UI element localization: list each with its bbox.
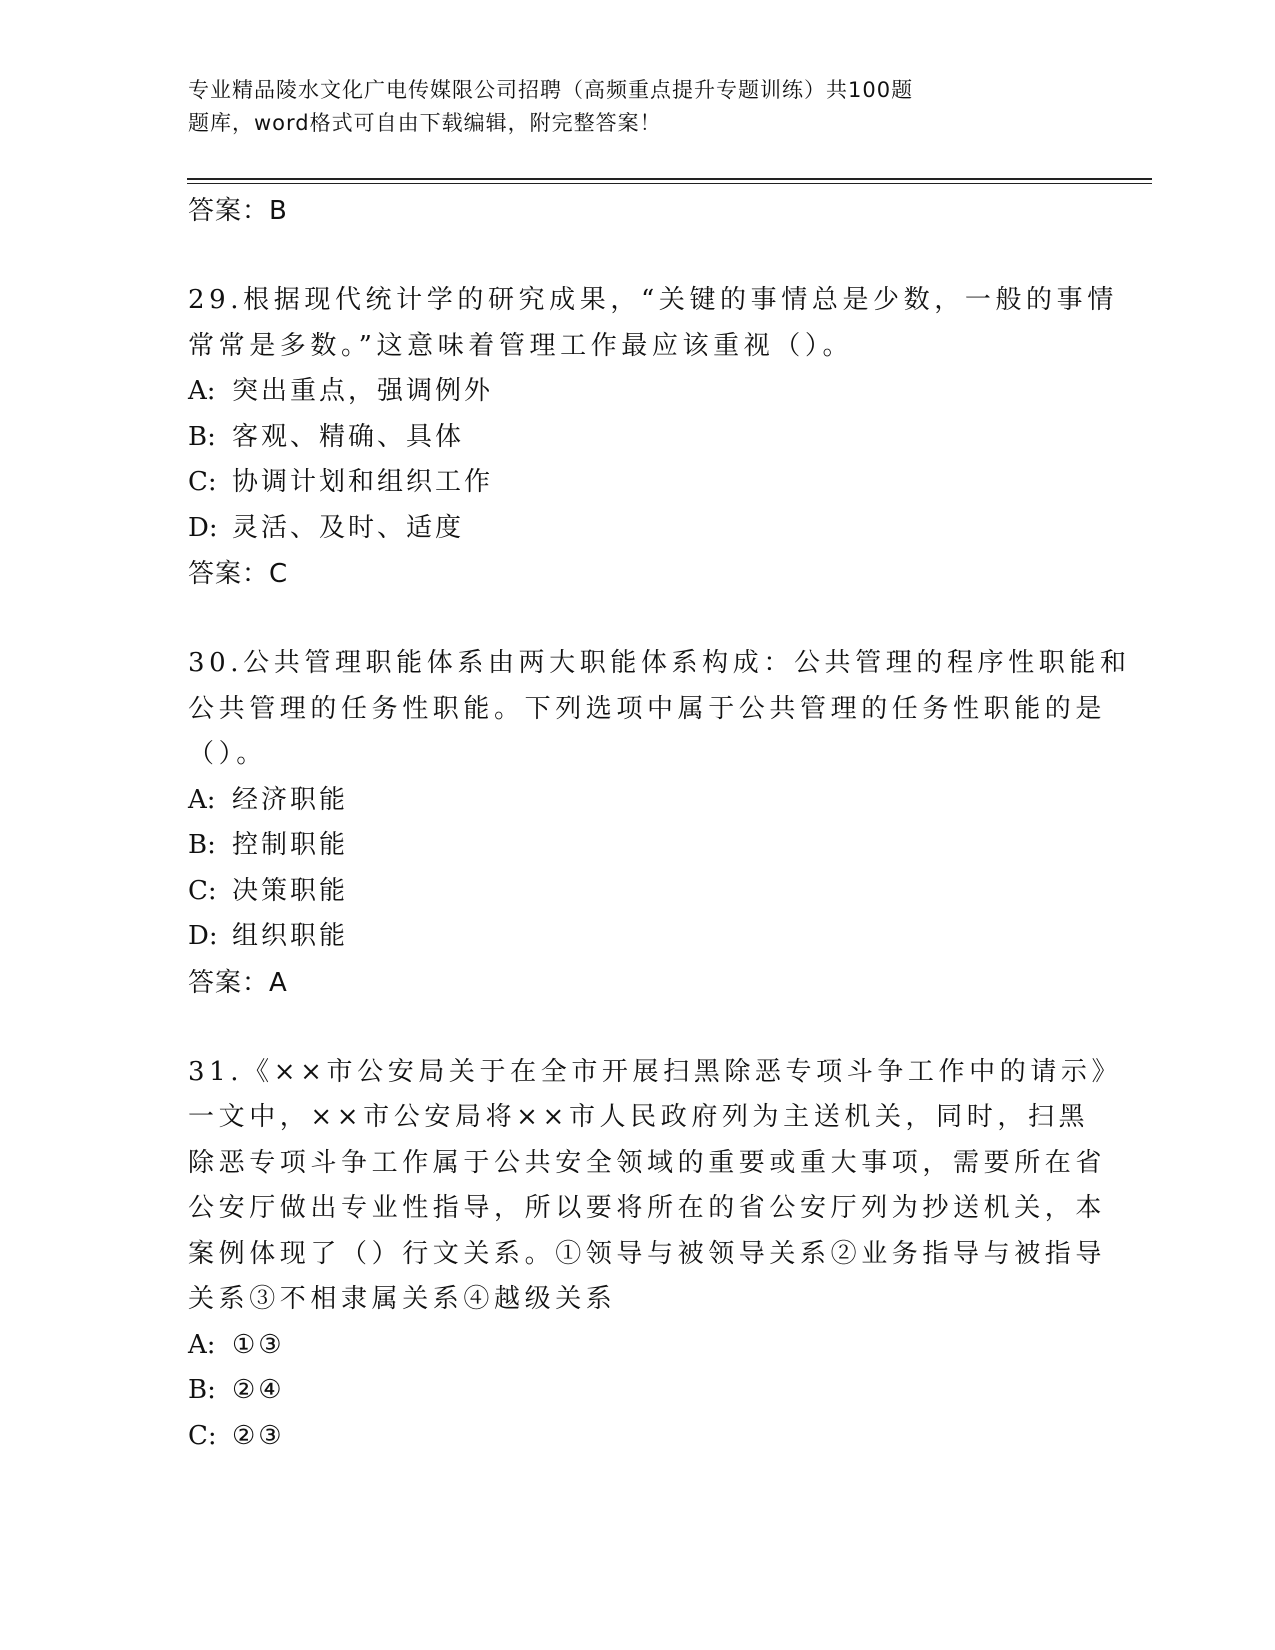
option-text: 经济职能 xyxy=(232,784,349,815)
answer-label: 答案：C xyxy=(188,559,289,589)
answer-label: 答案：B xyxy=(188,196,288,226)
option-text: 控制职能 xyxy=(232,830,349,860)
option-text: ①③ xyxy=(232,1329,285,1360)
option-key: A: xyxy=(188,1329,216,1360)
option-b xyxy=(188,823,1088,869)
header-rule-thin xyxy=(187,183,1152,184)
question-line: 公共管理的任务性职能。下列选项中属于公共管理的任务性职能的是 xyxy=(188,693,1107,724)
answer-label: 答案：A xyxy=(188,967,288,998)
question-stem xyxy=(188,278,1118,369)
option-key: B: xyxy=(188,421,216,452)
option-text: 突出重点，强调例外 xyxy=(232,376,494,406)
option-text: ②③ xyxy=(232,1420,285,1451)
question-stem xyxy=(188,1050,1123,1323)
option-key: C: xyxy=(188,1420,217,1451)
header-rule-thick xyxy=(187,178,1152,180)
question-line: 公安厅做出专业性指导，所以要将所在的省公安厅列为抄送机关，本 xyxy=(188,1193,1107,1223)
question-stem xyxy=(188,641,1131,778)
option-text: 组织职能 xyxy=(232,921,349,951)
option-a xyxy=(188,369,1088,415)
option-key: A: xyxy=(188,376,216,406)
option-c xyxy=(188,460,1088,506)
page-content xyxy=(188,188,1131,1459)
header-line-1: 专业精品陵水文化广电传媒限公司招聘（高频重点提升专题训练）共100题 xyxy=(188,78,914,102)
option-key: A: xyxy=(188,784,216,815)
question-31 xyxy=(188,1050,1123,1460)
option-b xyxy=(188,1368,1088,1414)
option-d xyxy=(188,506,1088,552)
option-list xyxy=(188,1323,1088,1460)
question-30 xyxy=(188,641,1131,1006)
option-key: B: xyxy=(188,1375,216,1405)
header-line-2: 题库，word格式可自由下载编辑，附完整答案！ xyxy=(188,111,662,135)
option-c xyxy=(188,1414,1088,1460)
option-text: 客观、精确、具体 xyxy=(232,421,465,452)
option-a xyxy=(188,1323,1088,1369)
option-d xyxy=(188,914,1088,960)
option-key: D: xyxy=(188,512,218,543)
option-text: 决策职能 xyxy=(232,875,349,906)
question-line: 除恶专项斗争工作属于公共安全领域的重要或重大事项，需要所在省 xyxy=(188,1147,1107,1178)
option-key: B: xyxy=(188,830,216,860)
question-line: 案例体现了（）行文关系。①领导与被领导关系②业务指导与被指导 xyxy=(188,1238,1107,1269)
question-line: 一文中，××市公安局将××市人民政府列为主送机关，同时，扫黑 xyxy=(188,1102,1090,1132)
option-list xyxy=(188,369,1088,551)
question-29 xyxy=(188,278,1118,597)
document-header xyxy=(188,74,1048,140)
question-line: 常常是多数。”这意味着管理工作最应该重视（）。 xyxy=(188,330,854,361)
option-text: 灵活、及时、适度 xyxy=(232,512,465,543)
option-c xyxy=(188,869,1088,915)
option-list xyxy=(188,778,1088,960)
option-text: ②④ xyxy=(232,1375,285,1405)
question-line: 31.《××市公安局关于在全市开展扫黑除恶专项斗争工作中的请示》 xyxy=(188,1056,1123,1087)
question-line: 29.根据现代统计学的研究成果，“关键的事情总是少数，一般的事情 xyxy=(188,285,1118,315)
question-line: 30.公共管理职能体系由两大职能体系构成：公共管理的程序性职能和 xyxy=(188,648,1131,678)
question-line: （）。 xyxy=(188,739,267,769)
option-key: C: xyxy=(188,467,217,497)
option-text: 协调计划和组织工作 xyxy=(232,467,494,497)
option-key: D: xyxy=(188,921,218,951)
option-a xyxy=(188,778,1088,824)
question-line: 关系③不相隶属关系④越级关系 xyxy=(188,1284,617,1314)
option-b xyxy=(188,415,1088,461)
option-key: C: xyxy=(188,875,217,906)
